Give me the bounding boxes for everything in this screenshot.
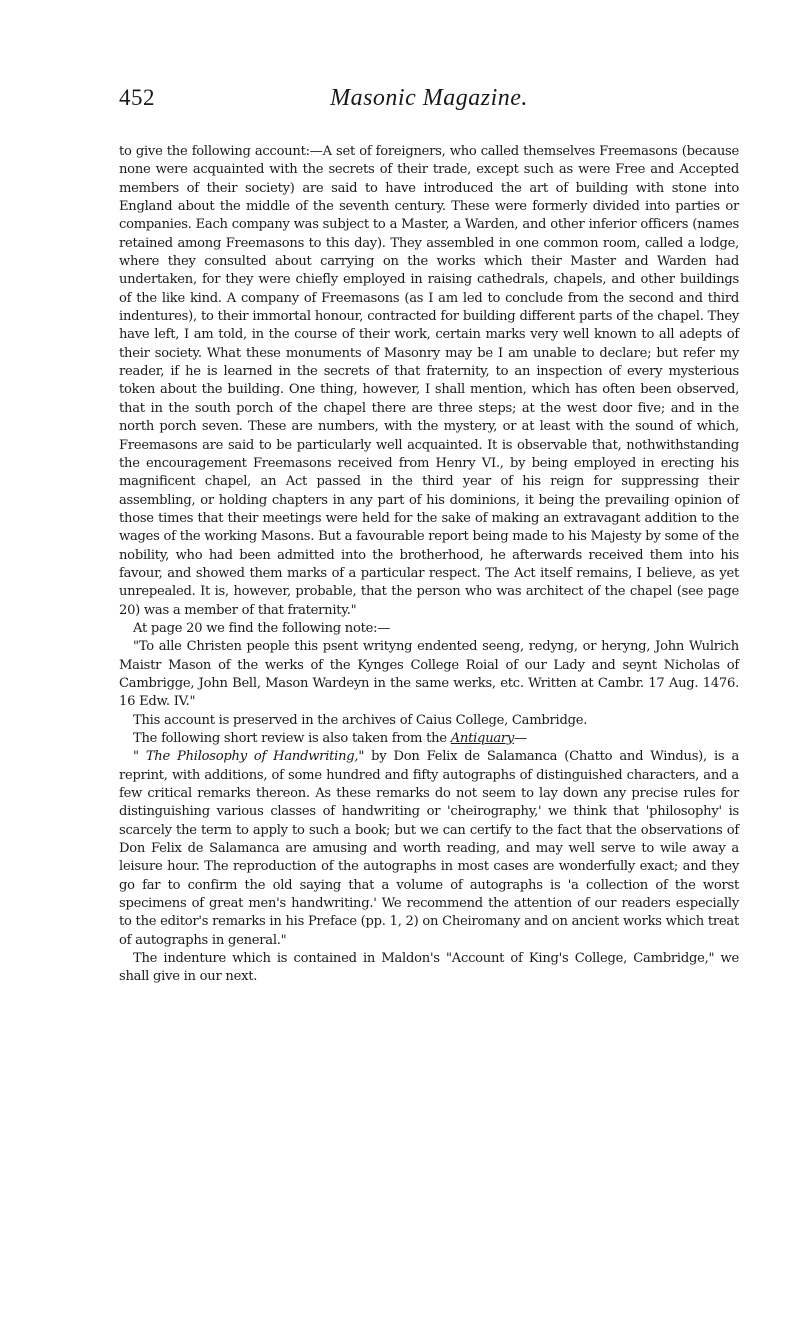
review-open-quote: " <box>133 749 146 765</box>
page-header <box>119 85 739 119</box>
paragraph-review <box>119 748 739 950</box>
paragraph-closing: The indenture which is contained in Maldon's "Account of King's College, Cambridge," we shall give in our next. <box>119 951 739 985</box>
review-text: " by Don Felix de Salamanca (Chatto and Windus), is a reprint, with additions, of some hundred and fifty autographs of distinguished characters, and a few critical remarks thereon. As these remarks do not seem to lay down any precise rules for distinguishing various classes of handwriting or 'cheirography,' we think that 'philosophy' is scarcely the term to apply to such a book; but we can certify to the fact that the observations of Don Felix de Salamanca are amusing and worth reading, and may well serve to wile away a leisure hour. The reproduction of the autographs in most cases are wonderfully exact; and they go far to confirm the old saying that a volume of autographs is 'a collection of the worst specimens of great men's handwriting.' We recommend the attention of our readers especially to the editor's remarks in his Preface (pp. 1, 2) on Cheiromany and on ancient works which treat of autographs in general." <box>119 749 739 948</box>
paragraph-review-intro <box>119 730 739 748</box>
article-body <box>119 143 739 987</box>
paragraph-indenture-quote: "To alle Christen people this psent writyng endented seeng, redyng, or heryng, John Wulrich Maistr Mason of the werks of the Kynges College Roial of our Lady and seynt Nicholas of Cambrigge, John Bell, Mason Wardeyn in the same werks, etc. Written at Cambr. 17 Aug. 1476. 16 Edw. IV." <box>119 639 739 710</box>
book-title: The Philosophy of Handwriting, <box>145 749 359 765</box>
page-number: 452 <box>119 85 155 110</box>
paragraph-archives: This account is preserved in the archives of Caius College, Cambridge. <box>133 712 588 728</box>
antiquary-title: Antiquary <box>450 731 515 746</box>
review-intro-text: The following short review is also taken from the <box>133 731 451 746</box>
paragraph-page-note: At page 20 we find the following note:— <box>133 620 391 636</box>
review-intro-dash: — <box>514 731 527 746</box>
running-title: Masonic Magazine. <box>330 85 528 111</box>
paragraph-account: to give the following account:—A set of foreigners, who called themselves Freemasons (because none were acquainted with the secrets of their trade, except such as were Free and Accepted members of their society) are said to have introduced the art of building with stone into England about the middle of the seventh century. These were formerly divided into parties or companies. Each company was subject to a Master, a Warden, and other inferior officers (names retained among Freemasons to this day). They assembled in one common room, called a lodge, where they consulted about carrying on the works which their Master and Warden had undertaken, for they were chiefly employed in raising cathedrals, chapels, and other buildings of the like kind. A company of Freemasons (as I am led to conclude from the second and third indentures), to their immortal honour, contracted for building different parts of the chapel. They have left, I am told, in the course of their work, certain marks very well known to all adepts of their society. What these monuments of Masonry may be I am unable to declare; but refer my reader, if he is learned in the secrets of that fraternity, to an inspection of every mysterious token about the building. One thing, however, I shall mention, which has often been observed, that in the south porch of the chapel there are three steps; at the west door five; and in the north porch seven. These are numbers, with the mystery, or at least with the sound of which, Freemasons are said to be particularly well acquainted. It is observable that, nothwithstanding the encouragement Freemasons received from Henry VI., by being employed in erecting his magnificent chapel, an Act passed in the third year of his reign for suppressing their assembling, or holding chapters in any part of his dominions, it being the prevailing opinion of those times that their meetings were held for the sake of making an extravagant addition to the wages of the working Masons. But a favourable report being made to his Majesty by some of the nobility, who had been admitted into the brotherhood, he afterwards received them into his favour, and showed them marks of a particular respect. The Act itself remains, I believe, as yet unrepealed. It is, however, probable, that the person who was architect of the chapel (see page 20) was a member of that fraternity." <box>119 144 739 618</box>
